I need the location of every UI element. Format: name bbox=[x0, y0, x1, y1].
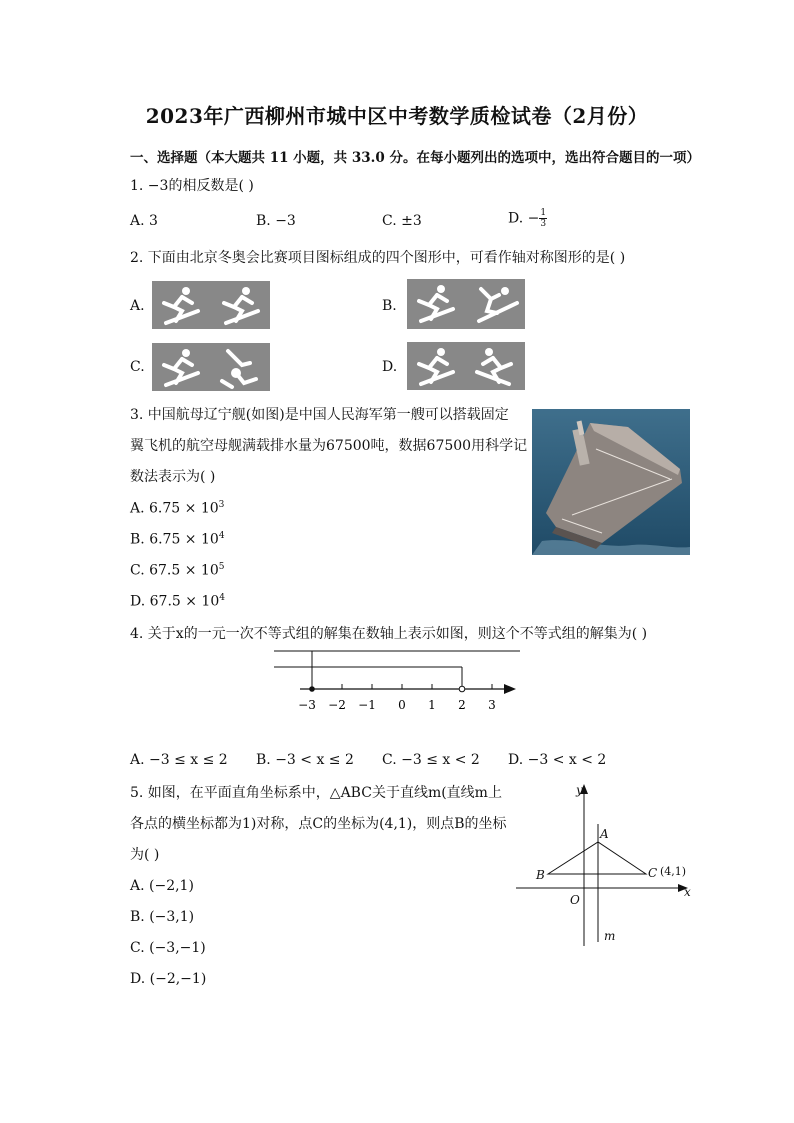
q1-option-d-label: D. − bbox=[508, 210, 540, 227]
q2-option-a-figure bbox=[152, 281, 270, 329]
question-2-stem: 2. 下面由北京冬奥会比赛项目图标组成的四个图形中，可看作轴对称图形的是( ) bbox=[130, 250, 626, 266]
q2-option-d-label: D. bbox=[382, 359, 398, 375]
q1-option-c: C. ±3 bbox=[382, 213, 422, 229]
question-5-line-2: 各点的横坐标都为1)对称，点C的坐标为(4,1)，则点B的坐标 bbox=[130, 816, 507, 832]
q3-option-a bbox=[130, 500, 224, 517]
q1-option-d bbox=[508, 208, 547, 229]
q2-option-c-figure bbox=[152, 343, 270, 391]
q2-option-b-figure bbox=[407, 279, 525, 329]
q3-option-a-base: A. 6.75 × 10 bbox=[130, 500, 219, 517]
q2-option-b-label: B. bbox=[382, 298, 397, 314]
q2-option-c-label: C. bbox=[130, 359, 145, 375]
fraction-numerator: 1 bbox=[540, 208, 547, 218]
open-circle-endpoint bbox=[459, 686, 465, 692]
point-b-label: B bbox=[536, 868, 545, 882]
solid-dot-endpoint bbox=[309, 686, 315, 692]
q1-option-b: B. −3 bbox=[256, 213, 296, 229]
question-3-line-1: 3. 中国航母辽宁舰(如图)是中国人民海军第一艘可以搭载固定 bbox=[130, 407, 509, 423]
q2-option-a-label: A. bbox=[130, 298, 145, 314]
q3-option-c-exponent: 5 bbox=[218, 562, 225, 572]
q3-option-b-exponent: 4 bbox=[218, 531, 225, 541]
x-axis-label: x bbox=[684, 885, 691, 899]
q3-option-d-exponent: 4 bbox=[219, 593, 225, 603]
q4-option-d: D. −3 < x < 2 bbox=[508, 752, 607, 768]
q5-option-c: C. (−3,−1) bbox=[130, 940, 206, 956]
y-axis-label: y bbox=[576, 783, 583, 797]
axis-arrow-icon bbox=[504, 684, 516, 694]
question-4-stem: 4. 关于x的一元一次不等式组的解集在数轴上表示如图，则这个不等式组的解集为( ) bbox=[130, 626, 648, 642]
q3-option-a-exponent: 3 bbox=[218, 500, 225, 510]
fraction bbox=[539, 208, 547, 229]
question-3-line-3: 数法表示为( ) bbox=[130, 469, 216, 485]
q2-option-d-figure bbox=[407, 342, 525, 390]
q3-option-d-base: D. 67.5 × 10 bbox=[130, 593, 220, 610]
section-header: 一、选择题（本大题共 11 小题，共 33.0 分。在每小题列出的选项中，选出符合题目的一项） bbox=[130, 150, 700, 166]
point-c-label: C bbox=[648, 866, 658, 880]
q5-option-a: A. (−2,1) bbox=[130, 878, 194, 894]
q3-option-d bbox=[130, 593, 225, 610]
aircraft-carrier-photo bbox=[532, 409, 690, 555]
point-c-coordinate: (4,1) bbox=[660, 865, 687, 878]
q3-option-b-base: B. 6.75 × 10 bbox=[130, 531, 219, 548]
q4-option-a: A. −3 ≤ x ≤ 2 bbox=[130, 752, 228, 768]
axis-ticks bbox=[342, 684, 492, 689]
tick-label: −1 bbox=[358, 698, 376, 712]
tick-label: 1 bbox=[428, 698, 436, 712]
question-5-line-3: 为( ) bbox=[130, 847, 160, 863]
tick-label: −3 bbox=[298, 698, 316, 712]
q3-option-c bbox=[130, 562, 224, 579]
line-m-label: m bbox=[604, 929, 616, 943]
q1-option-a: A. 3 bbox=[130, 213, 158, 229]
question-1-stem: 1. −3的相反数是( ) bbox=[130, 178, 254, 194]
tick-label: −2 bbox=[328, 698, 346, 712]
tick-label: 2 bbox=[458, 698, 466, 712]
number-line-figure bbox=[270, 645, 530, 721]
q3-option-b bbox=[130, 531, 225, 548]
q5-option-b: B. (−3,1) bbox=[130, 909, 195, 925]
origin-label: O bbox=[570, 893, 580, 907]
point-a-label: A bbox=[600, 827, 609, 841]
exam-title: 2023年广西柳州市城中区中考数学质检试卷（2月份） bbox=[145, 104, 649, 128]
tick-label: 0 bbox=[398, 698, 406, 712]
triangle-abc bbox=[548, 842, 646, 874]
q4-option-c: C. −3 ≤ x < 2 bbox=[382, 752, 480, 768]
question-5-line-1: 5. 如图，在平面直角坐标系中，△ABC关于直线m(直线m上 bbox=[130, 785, 502, 801]
q5-option-d: D. (−2,−1) bbox=[130, 971, 207, 987]
question-3-line-2: 翼飞机的航空母舰满载排水量为67500吨，数据67500用科学记 bbox=[130, 438, 528, 454]
q4-option-b: B. −3 < x ≤ 2 bbox=[256, 752, 354, 768]
coordinate-figure bbox=[512, 780, 708, 950]
tick-label: 3 bbox=[488, 698, 496, 712]
q3-option-c-base: C. 67.5 × 10 bbox=[130, 562, 219, 579]
fraction-denominator: 3 bbox=[540, 219, 547, 229]
